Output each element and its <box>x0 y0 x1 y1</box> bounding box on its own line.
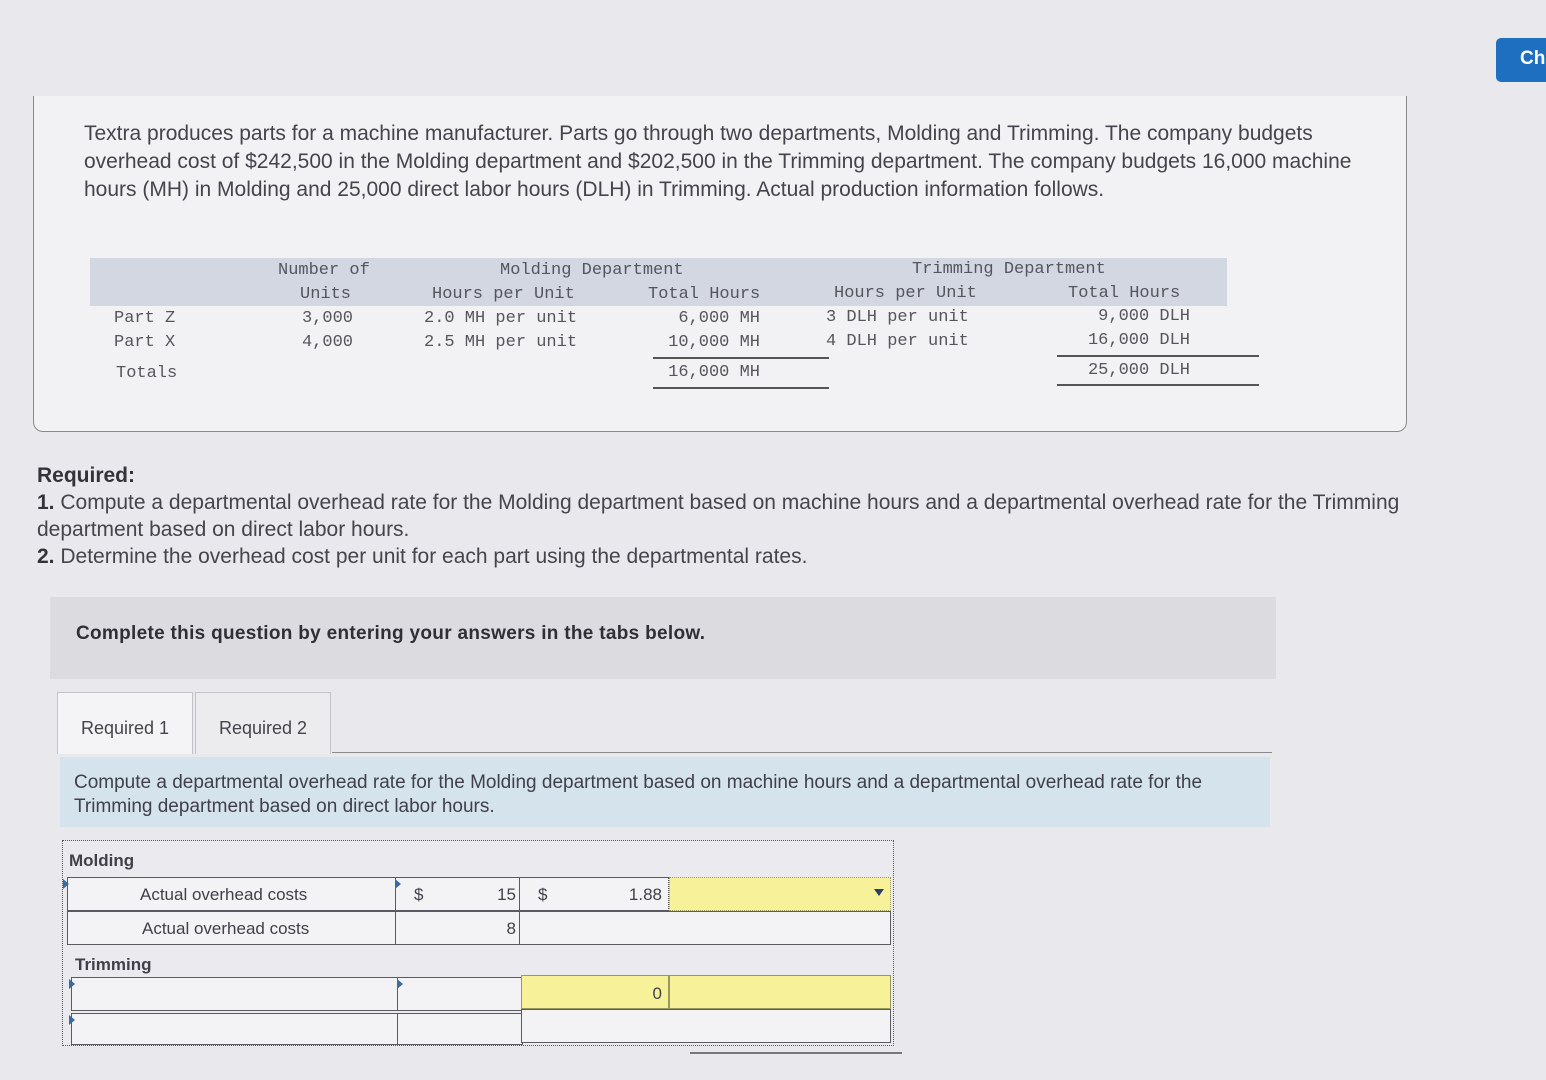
molding-row1-label: Actual overhead costs <box>140 885 308 904</box>
molding-row2-value: 8 <box>506 919 516 938</box>
tab-required-1[interactable]: Required 1 <box>57 692 193 754</box>
molding-section-label: Molding <box>69 851 135 870</box>
trimming-row2-value-field[interactable] <box>397 1013 523 1045</box>
totals-molding: 16,000 MH <box>668 363 760 382</box>
row-part-x-units: 4,000 <box>302 333 354 352</box>
tab-required-2[interactable]: Required 2 <box>195 692 331 754</box>
problem-card <box>33 96 1407 432</box>
trimming-rate-unit-field[interactable] <box>669 975 891 1009</box>
trimming-row2-label-field[interactable] <box>71 1013 399 1045</box>
chevron-down-icon[interactable] <box>874 889 884 896</box>
answer-grid <box>62 840 894 1046</box>
trimming-row1-label-field[interactable] <box>71 977 399 1011</box>
row-part-z-molding-hpu: 2.0 MH per unit <box>424 309 578 328</box>
molding-row2-value-field[interactable] <box>395 911 521 945</box>
molding-rate-unit-select[interactable] <box>669 877 891 911</box>
totals-trimming: 25,000 DLH <box>1087 361 1190 380</box>
header-molding-total: Total Hours <box>648 285 761 304</box>
row-part-x-label: Part X <box>114 333 176 352</box>
row-part-x-molding-hpu: 2.5 MH per unit <box>424 333 578 352</box>
header-trimming-total: Total Hours <box>1068 284 1181 303</box>
molding-total-rule <box>653 387 829 389</box>
header-units-line2: Units <box>300 285 352 304</box>
required-item2: Determine the overhead cost per unit for each part using the departmental rates. <box>60 545 808 568</box>
header-units-line1: Number of <box>278 261 370 280</box>
trimming-row2-result-field[interactable] <box>521 1009 891 1043</box>
grid-bottom-rule <box>690 1052 902 1054</box>
molding-row2-label-field[interactable] <box>67 911 397 945</box>
molding-rate-currency: $ <box>538 885 548 904</box>
molding-row1-currency: $ <box>414 885 424 904</box>
trimming-rate-value: 0 <box>652 984 662 1003</box>
molding-row2-result-field[interactable] <box>519 911 891 945</box>
cell-marker-icon <box>69 979 75 989</box>
molding-row2-label: Actual overhead costs <box>142 919 310 938</box>
production-table <box>90 258 1230 398</box>
molding-row1-value: 15 <box>497 885 516 904</box>
header-trimming-hpu: Hours per Unit <box>834 284 977 303</box>
trimming-rate-field[interactable] <box>521 975 669 1009</box>
row-part-x-trimming-total: 16,000 DLH <box>1087 331 1190 350</box>
row-part-z-trimming-hpu: 3 DLH per unit <box>826 308 969 327</box>
trimming-total-rule <box>1057 384 1259 386</box>
trimming-subtotal-rule <box>1057 355 1259 357</box>
molding-rate-value: 1.88 <box>628 885 662 904</box>
required-section <box>37 462 1417 570</box>
row-part-x-trimming-hpu: 4 DLH per unit <box>826 332 969 351</box>
molding-subtotal-rule <box>653 357 829 359</box>
header-molding-hpu: Hours per Unit <box>432 285 575 304</box>
row-part-x-molding-total: 10,000 MH <box>668 333 760 352</box>
trimming-section-label: Trimming <box>75 955 152 974</box>
cell-marker-icon <box>63 879 69 889</box>
tab-instruction: Compute a departmental overhead rate for the Molding department based on machine hours and a departmental overhead rate for the Trimming department based on direct labor hours. <box>60 757 1270 827</box>
molding-row1-value-field[interactable] <box>395 877 521 911</box>
instructions-banner: Complete this question by entering your answers in the tabs below. <box>50 597 1276 679</box>
row-part-z-molding-total: 6,000 MH <box>678 309 760 328</box>
totals-label: Totals <box>116 364 178 383</box>
required-item2-number: 2. <box>37 545 55 568</box>
trimming-row1-value-field[interactable] <box>397 977 523 1011</box>
row-part-z-trimming-total: 9,000 DLH <box>1098 307 1190 326</box>
cell-marker-icon <box>397 979 403 989</box>
required-item1: Compute a departmental overhead rate for the Molding department based on machine hours and a departmental overhead rate for the Trimming department based on direct labor hours. <box>37 491 1400 541</box>
required-heading: Required: <box>37 464 136 487</box>
molding-rate-field[interactable] <box>519 877 669 911</box>
problem-intro: Textra produces parts for a machine manufacturer. Parts go through two departments, Molding and Trimming. The company budgets overhead cost of $242,500 in the Molding department and $202,500 in the Trimming department. The company budgets 16,000 machine hours (MH) in Molding and 25,000 direct labor hours (DLH) in Trimming. Actual production information follows. <box>84 122 1352 201</box>
row-part-z-label: Part Z <box>114 309 176 328</box>
required-item1-number: 1. <box>37 491 55 514</box>
check-button[interactable]: Ch <box>1496 38 1546 82</box>
tab-divider <box>332 752 1272 753</box>
cell-marker-icon <box>69 1015 75 1025</box>
header-molding-group: Molding Department <box>500 261 684 280</box>
row-part-z-units: 3,000 <box>302 309 354 328</box>
cell-marker-icon <box>395 879 401 889</box>
header-trimming-group: Trimming Department <box>912 260 1106 279</box>
molding-row1-label-field[interactable] <box>67 877 397 911</box>
